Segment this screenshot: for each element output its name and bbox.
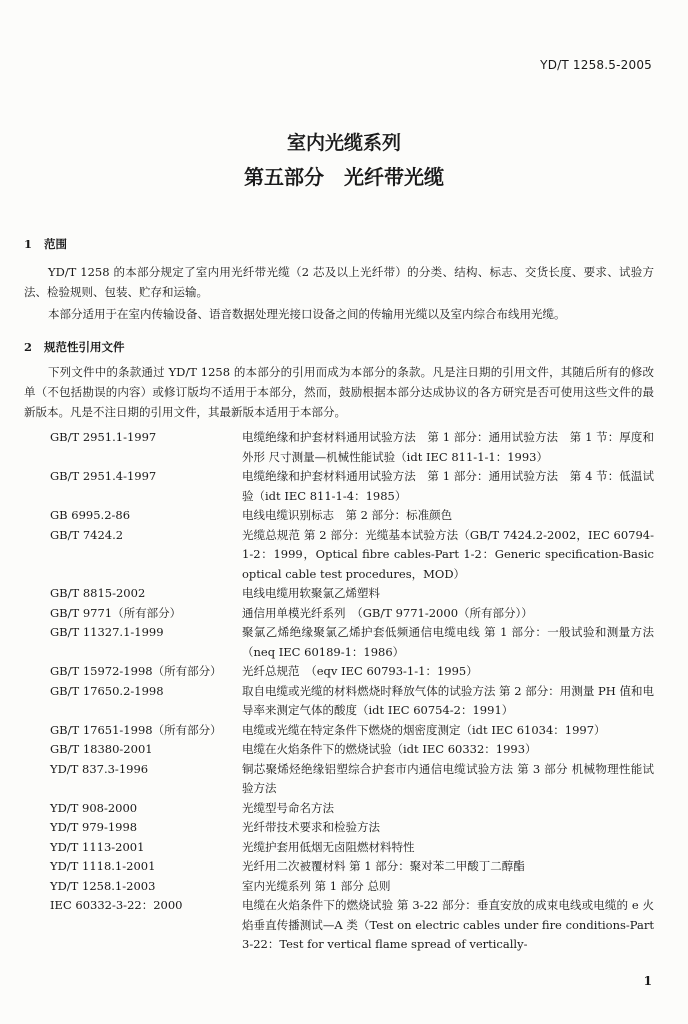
document-title-line1: 室内光缆系列 (286, 132, 401, 154)
section-1-paragraph: 本部分适用于在室内传输设备、语音数据处理光接口设备之间的传输用光缆以及室内综合布线用光缆。 (48, 307, 566, 321)
reference-code: YD/T 1118.1-2001 (50, 859, 156, 873)
reference-code: GB/T 18380-2001 (50, 742, 153, 756)
section-1-heading (24, 236, 67, 252)
reference-code: GB/T 11327.1-1999 (50, 625, 164, 639)
reference-code: YD/T 979-1998 (50, 820, 138, 834)
reference-title: 电缆绝缘和护套材料通用试验方法 第 1 部分：通用试验方法 第 1 节：厚度和外形 尺寸测量—机械性能试验（idt IEC 811-1-1：1993） (242, 430, 654, 464)
reference-code: GB/T 15972-1998（所有部分） (50, 664, 222, 678)
reference-item (24, 428, 654, 467)
reference-code: YD/T 1258.1-2003 (50, 878, 156, 893)
reference-code: GB/T 9771（所有部分） (50, 605, 182, 620)
reference-item (24, 682, 654, 721)
reference-item (24, 877, 654, 897)
reference-code: GB/T 2951.1-1997 (50, 430, 157, 444)
reference-code: GB/T 8815-2002 (50, 586, 146, 600)
reference-item (24, 760, 654, 799)
reference-title: 电缆或光缆在特定条件下燃烧的烟密度测定（idt IEC 61034：1997） (242, 722, 606, 737)
section-1-paragraph: YD/T 1258 的本部分规定了室内用光纤带光缆（2 芯及以上光纤带）的分类、结构、标志、交货长度、要求、试验方法、检验规则、包装、贮存和运输。 (24, 265, 654, 299)
reference-item (24, 896, 654, 955)
reference-title: 光纤总规范 （eqv IEC 60793-1-1：1995） (242, 664, 478, 678)
reference-item (24, 799, 654, 819)
reference-item (24, 506, 654, 526)
reference-title: 光缆型号命名方法 (242, 800, 334, 815)
page-number: 1 (643, 974, 652, 988)
reference-item (24, 662, 654, 682)
section-2-intro: 下列文件中的条款通过 YD/T 1258 的本部分的引用而成为本部分的条款。凡是注日期的引用文件，其随后所有的修改单（不包括勘误的内容）或修订版均不适用于本部分，然而，鼓励根据本部分达成协议的各方研究是否可使用这些文件的最新版本。凡是不注日期的引用文件，其最新版本适用于本部分。 (24, 365, 654, 419)
reference-title: 室内光缆系列 第 1 部分 总则 (242, 878, 391, 893)
reference-code: YD/T 908-2000 (50, 800, 138, 815)
reference-title: 电缆在火焰条件下的燃烧试验 第 3-22 部分：垂直安放的成束电线或电缆的 e 火焰垂直传播测试—A 类（Test on electric cables under fire conditions-Part 3-22：Test for vertical flame spread of vertically- (242, 898, 654, 951)
reference-item (24, 623, 654, 662)
reference-title: 光纤用二次被覆材料 第 1 部分：聚对苯二甲酸丁二醇酯 (242, 859, 525, 873)
document-title-line2: 第五部分 光纤带光缆 (244, 165, 444, 189)
reference-title: 聚氯乙烯绝缘聚氯乙烯护套低频通信电缆电线 第 1 部分：一般试验和测量方法（neq IEC 60189-1：1986） (242, 625, 654, 659)
reference-item (24, 526, 654, 585)
reference-item (24, 584, 654, 604)
reference-list (24, 428, 654, 955)
reference-code: YD/T 837.3-1996 (50, 761, 149, 776)
reference-title: 光缆护套用低烟无卤阻燃材料特性 (242, 839, 415, 854)
reference-code: GB/T 17650.2-1998 (50, 683, 164, 698)
reference-title: 铜芯聚烯烃绝缘铝塑综合护套市内通信电缆试验方法 第 3 部分 机械物理性能试验方法 (242, 761, 654, 795)
reference-code: GB/T 2951.4-1997 (50, 469, 157, 483)
reference-title: 光缆总规范 第 2 部分：光缆基本试验方法（GB/T 7424.2-2002，IEC 60794-1-2：1999，Optical fibre cables-Part 1-2：Generic specification-Basic optical cable test procedures，MOD） (242, 527, 654, 581)
reference-item (24, 467, 654, 506)
reference-code: GB 6995.2-86 (50, 508, 131, 522)
reference-code: IEC 60332-3-22：2000 (50, 898, 183, 912)
reference-item (24, 857, 654, 877)
section-2-title: 规范性引用文件 (44, 340, 125, 354)
reference-code: GB/T 17651-1998（所有部分） (50, 722, 222, 737)
reference-item (24, 838, 654, 858)
reference-title: 通信用单模光纤系列 （GB/T 9771-2000（所有部分）） (242, 605, 533, 620)
reference-code: GB/T 7424.2 (50, 527, 124, 542)
section-1-title: 范围 (44, 237, 68, 251)
reference-title: 电线电缆用软聚氯乙烯塑料 (242, 586, 380, 600)
reference-title: 电缆在火焰条件下的燃烧试验（idt IEC 60332：1993） (242, 742, 537, 756)
standard-code: YD/T 1258.5-2005 (540, 58, 652, 72)
reference-title: 电缆绝缘和护套材料通用试验方法 第 1 部分：通用试验方法 第 4 节：低温试验（idt IEC 811-1-4：1985） (242, 469, 654, 503)
reference-item (24, 604, 654, 624)
reference-title: 光纤带技术要求和检验方法 (242, 820, 380, 834)
section-2-number: 2 (24, 340, 33, 354)
reference-item (24, 740, 654, 760)
section-2-heading (24, 339, 125, 355)
reference-item (24, 721, 654, 741)
section-1-number: 1 (24, 237, 33, 251)
reference-code: YD/T 1113-2001 (50, 839, 145, 854)
reference-title: 取自电缆或光缆的材料燃烧时释放气体的试验方法 第 2 部分：用测量 PH 值和电导率来测定气体的酸度（idt IEC 60754-2：1991） (242, 683, 654, 717)
reference-item (24, 818, 654, 838)
reference-title: 电线电缆识别标志 第 2 部分：标准颜色 (242, 508, 453, 522)
